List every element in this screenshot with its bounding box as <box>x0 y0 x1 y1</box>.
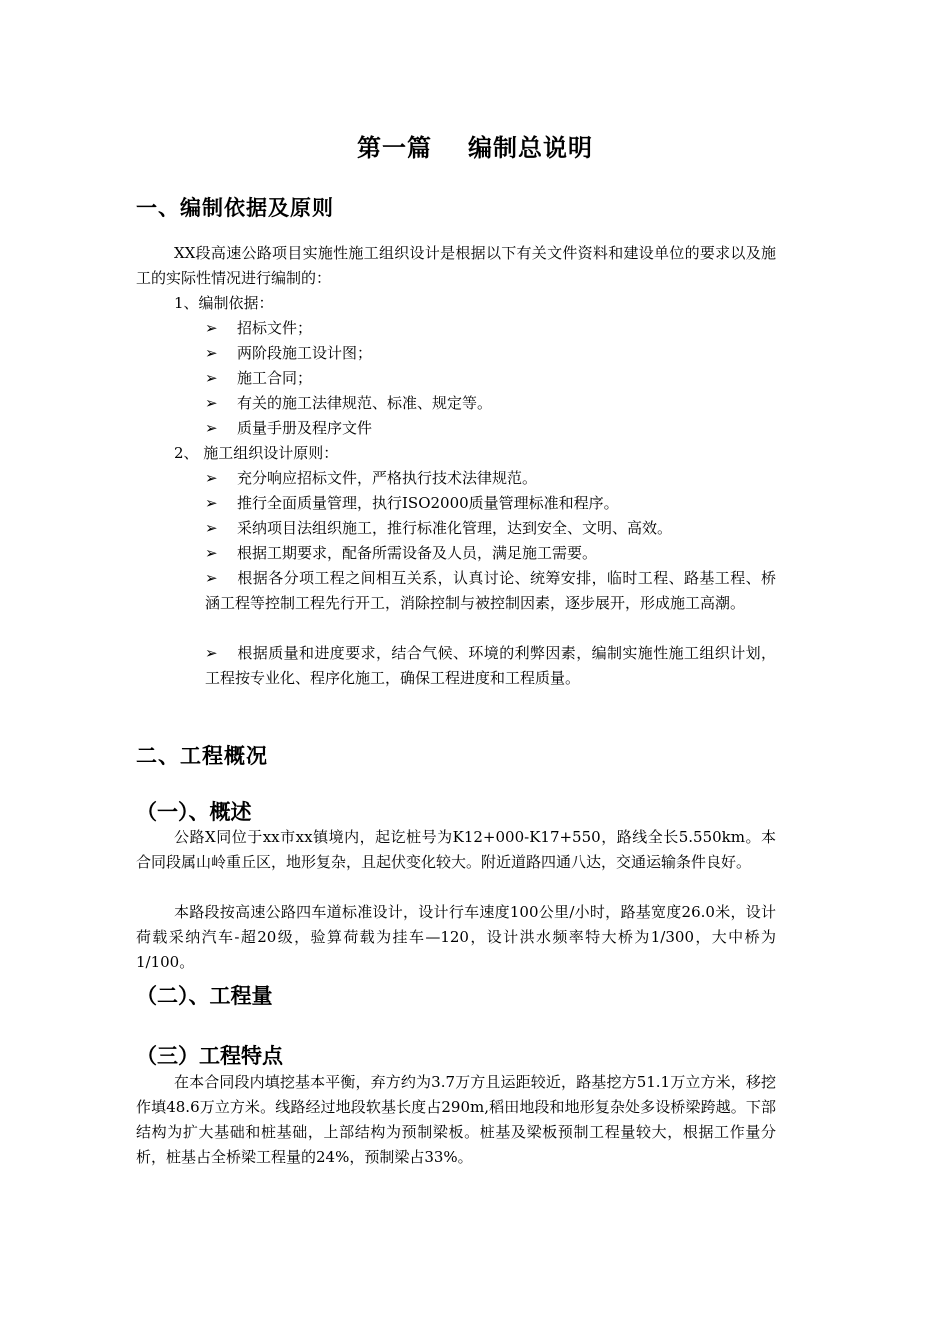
basis-label: 1、编制依据： <box>174 294 274 312</box>
basis-item: ➢ 有关的施工法律规范、标准、规定等。 <box>205 391 776 416</box>
subsection-heading-features: （三）工程特点 <box>136 1043 283 1068</box>
principle-item: ➢ 充分响应招标文件，严格执行技术法律规范。 <box>205 466 776 491</box>
arrow-bullet-icon: ➢ <box>205 569 218 587</box>
arrow-bullet-icon: ➢ <box>205 369 218 387</box>
principle-item: ➢ 采纳项目法组织施工，推行标准化管理，达到安全、文明、高效。 <box>205 516 776 541</box>
arrow-bullet-icon: ➢ <box>205 469 218 487</box>
arrow-bullet-icon: ➢ <box>205 644 218 662</box>
section-heading-1: 一、编制依据及原则 <box>136 195 334 220</box>
arrow-bullet-icon: ➢ <box>205 519 218 537</box>
arrow-bullet-icon: ➢ <box>205 419 218 437</box>
basis-item: ➢ 施工合同； <box>205 366 776 391</box>
principle-item: ➢ 根据各分项工程之间相互关系，认真讨论、统筹安排，临时工程、路基工程、桥涵工程等控制工程先行开工，消除控制与被控制因素，逐步展开，形成施工高潮。 <box>205 566 776 616</box>
document-title <box>0 128 950 163</box>
arrow-bullet-icon: ➢ <box>205 494 218 512</box>
features-paragraph: 在本合同段内填挖基本平衡，弃方约为3.7万方且运距较近，路基挖方51.1万立方米，移挖作填48.6万立方米。线路经过地段软基长度占290m,稻田地段和地形复杂处多设桥梁跨越。下部结构为扩大基础和桩基础，上部结构为预制梁板。桩基及梁板预制工程量较大，根据工作量分析，桩基占全桥梁工程量的24%，预制梁占33%。 <box>136 1073 776 1166</box>
section-heading-2: 二、工程概况 <box>136 743 268 768</box>
principle-item: ➢ 根据工期要求，配备所需设备及人员，满足施工需要。 <box>205 541 776 566</box>
principle-item: ➢ 根据质量和进度要求，结合气候、环境的利弊因素，编制实施性施工组织计划，工程按专业化、程序化施工，确保工程进度和工程质量。 <box>205 641 776 691</box>
overview-paragraph-2: 本路段按高速公路四车道标准设计，设计行车速度100公里/小时，路基宽度26.0米，设计荷载采纳汽车-超20级，验算荷载为挂车—120，设计洪水频率特大桥为1/300，大中桥为1/100。 <box>136 903 776 971</box>
basis-item: ➢ 质量手册及程序文件 <box>205 416 776 441</box>
arrow-bullet-icon: ➢ <box>205 319 218 337</box>
arrow-bullet-icon: ➢ <box>205 394 218 412</box>
basis-item: ➢ 两阶段施工设计图； <box>205 341 776 366</box>
subsection-heading-quantities: （二）、工程量 <box>136 983 273 1008</box>
intro-paragraph: XX段高速公路项目实施性施工组织设计是根据以下有关文件资料和建设单位的要求以及施工的实际性情况进行编制的： <box>136 244 776 287</box>
principle-item: ➢ 推行全面质量管理，执行ISO2000质量管理标准和程序。 <box>205 491 776 516</box>
basis-item: ➢ 招标文件； <box>205 316 776 341</box>
arrow-bullet-icon: ➢ <box>205 344 218 362</box>
overview-paragraph-1: 公路X同位于xx市xx镇境内，起讫桩号为K12+000-K17+550，路线全长5.550km。本合同段属山岭重丘区，地形复杂，且起伏变化较大。附近道路四通八达，交通运输条件良好。 <box>136 828 776 871</box>
title-part: 第一篇 <box>357 133 432 162</box>
title-name: 编制总说明 <box>468 133 593 162</box>
principles-label: 2、 施工组织设计原则： <box>174 444 339 462</box>
arrow-bullet-icon: ➢ <box>205 544 218 562</box>
subsection-heading-overview: （一）、概述 <box>136 799 252 824</box>
